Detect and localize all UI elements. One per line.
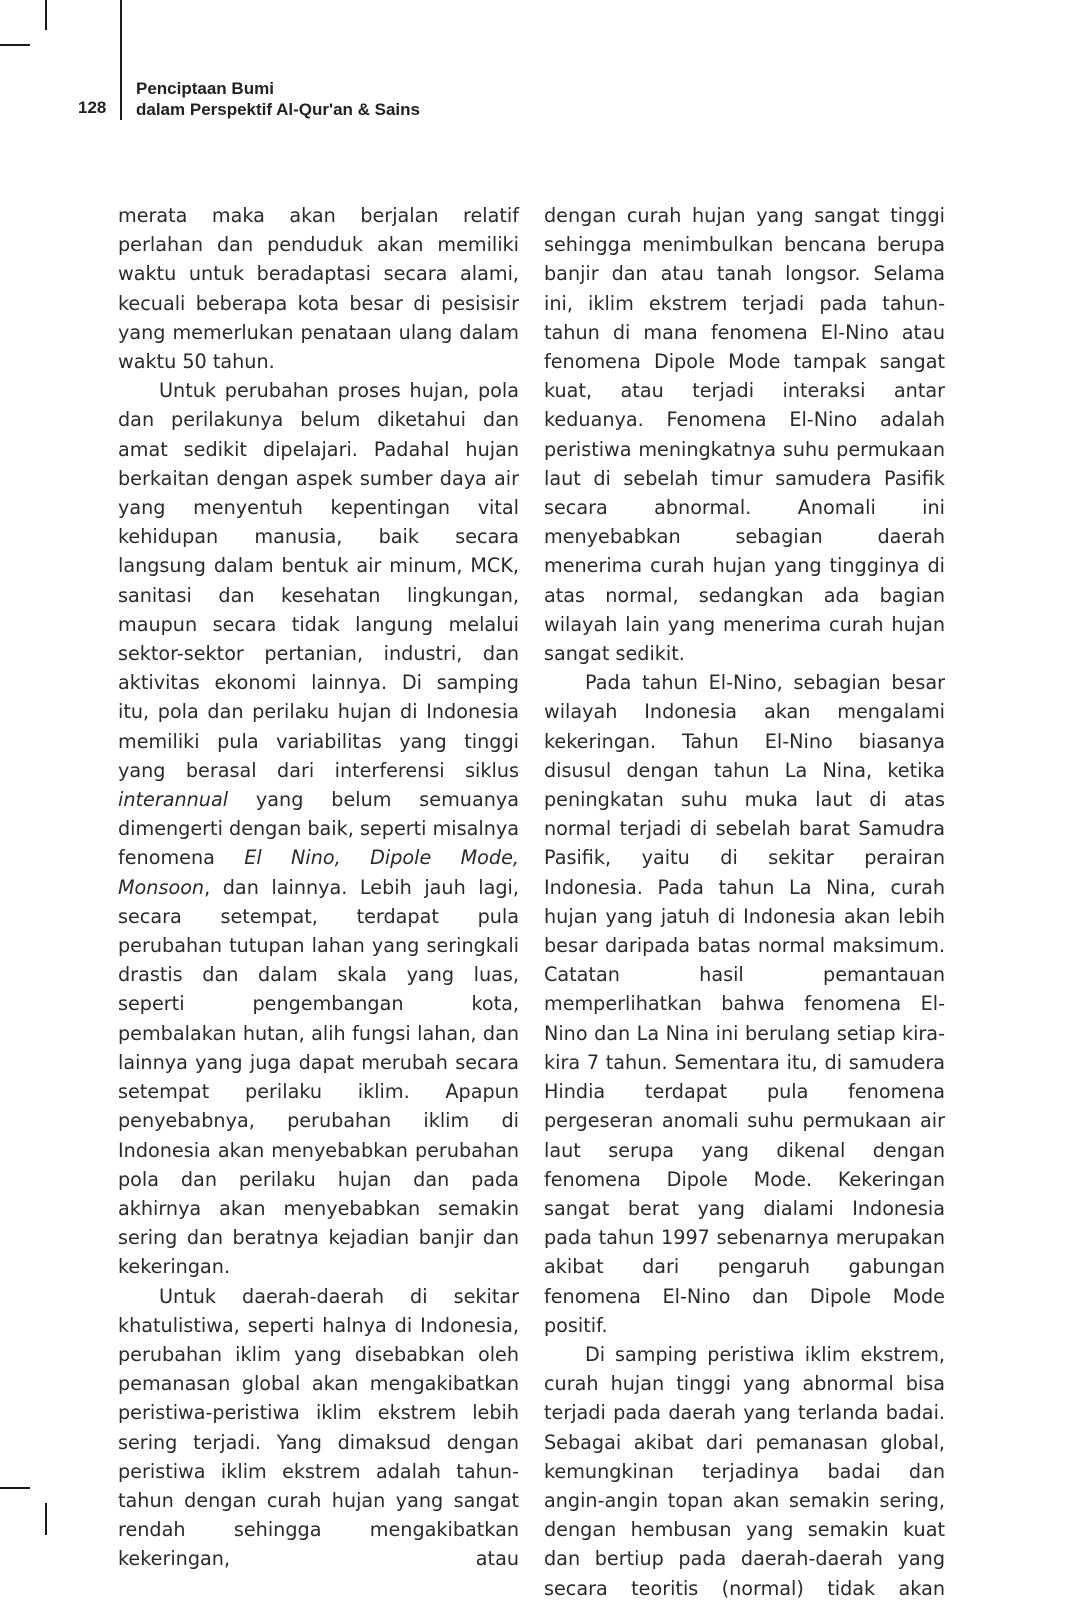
right-paragraph-3: Di samping peristiwa iklim ekstrem, curah hujan tinggi yang abnormal bisa terjadi pada daerah yang terlanda badai. Sebagai akibat dari pemanasan global, kemungkinan terjadinya badai dan angin-angin topan akan semakin sering, dengan hembusan yang semakin kuat dan bertiup pada daerah-daerah yang secara teoritis (normal) tidak akan <box>544 1342 945 1600</box>
left-paragraph-2-part-a: Untuk perubahan proses hujan, pola dan perilakunya belum diketahui dan amat sedikit dipelajari. Padahal hujan berkaitan dengan aspek sumber daya air yang menyentuh kepentingan vital kehidupan manusia, baik secara langsung dalam bentuk air minum, MCK, sanitasi dan kesehatan lingkungan, maupun secara tidak langung melalui sektor-sektor pertanian, industri, dan aktivitas ekonomi lainnya. Di samping itu, pola dan perilaku hujan di Indonesia memiliki pula variabilitas yang tinggi yang berasal dari interferensi siklus <box>118 379 519 782</box>
running-title-line-2: dalam Perspektif Al-Qur'an & Sains <box>136 100 420 119</box>
running-title-line-1: Penciptaan Bumi <box>136 79 274 98</box>
right-paragraph-1: dengan curah hujan yang sangat tinggi sehingga menimbulkan bencana berupa banjir dan atau tanah longsor. Selama ini, iklim ekstrem terjadi pada tahun-tahun di mana fenomena El-Nino atau fenomena Dipole Mode tampak sangat kuat, atau terjadi interaksi antar keduanya. Fenomena El-Nino adalah peristiwa meningkatnya suhu permukaan laut di sebelah timur samudera Pasifik secara abnormal. Anomali ini menyebabkan sebagian daerah menerima curah hujan yang tingginya di atas normal, sedangkan ada bagian wilayah lain yang menerima curah hujan sangat sedikit. <box>544 204 945 666</box>
left-paragraph-2 <box>118 376 519 1281</box>
left-paragraph-2-part-c: yang belum semuanya dimengerti dengan baik, seperti misalnya fenomena <box>118 788 519 870</box>
crop-mark-bottom-vertical <box>45 1503 47 1535</box>
right-paragraph-2: Pada tahun El-Nino, sebagian besar wilayah Indonesia akan mengalami kekeringan. Tahun El-Nino biasanya disusul dengan tahun La Nina, ketika peningkatan suhu muka laut di atas normal terjadi di sebelah barat Samudra Pasifik, yaitu di sekitar perairan Indonesia. Pada tahun La Nina, curah hujan yang jatuh di Indonesia akan lebih besar daripada batas normal maksimum. Catatan hasil pemantauan memperlihatkan bahwa fenomena El-Nino dan La Nina ini berulang setiap kira-kira 7 tahun. Sementara itu, di samudera Hindia terdapat pula fenomena pergeseran anomali suhu permukaan air laut serupa yang dikenal dengan fenomena Dipole Mode. Kekeringan sangat berat yang dialami Indonesia pada tahun 1997 sebenarnya merupakan akibat dari pengaruh gabungan fenomena El-Nino dan Dipole Mode positif. <box>544 671 945 1337</box>
page-number: 128 <box>78 98 107 117</box>
right-text-column <box>544 201 945 1603</box>
left-paragraph-2-italic-phenomena: El Nino, Dipole Mode, Monsoon <box>118 846 519 899</box>
header-divider <box>120 0 122 120</box>
running-title <box>136 78 420 120</box>
crop-mark-top-vertical <box>45 0 47 30</box>
crop-mark-bottom-horizontal <box>0 1487 30 1489</box>
left-paragraph-2-italic-interannual: interannual <box>118 788 229 812</box>
crop-mark-top-horizontal <box>0 44 30 46</box>
left-paragraph-2-part-e: , dan lainnya. Lebih jauh lagi, secara setempat, terdapat pula perubahan tutupan lahan yang seringkali drastis dan dalam skala yang luas, seperti pengembangan kota, pembalakan hutan, alih fungsi lahan, dan lainnya yang juga dapat merubah secara setempat perilaku iklim. Apapun penyebabnya, perubahan iklim di Indonesia akan menyebabkan perubahan pola dan perilaku hujan dan pada akhirnya akan menyebabkan semakin sering dan beratnya kejadian banjir dan kekeringan. <box>118 875 519 1279</box>
left-paragraph-3: Untuk daerah-daerah di sekitar khatulistiwa, seperti halnya di Indonesia, perubahan iklim yang disebabkan oleh pemanasan global akan mengakibatkan peristiwa-peristiwa iklim ekstrem lebih sering terjadi. Yang dimaksud dengan peristiwa iklim ekstrem adalah tahun-tahun dengan curah hujan yang sangat rendah sehingga mengakibatkan kekeringan, atau <box>118 1284 519 1571</box>
left-text-column <box>118 201 519 1574</box>
left-paragraph-1: merata maka akan berjalan relatif perlahan dan penduduk akan memiliki waktu untuk beradaptasi secara alami, kecuali beberapa kota besar di pesisisir yang memerlukan penataan ulang dalam waktu 50 tahun. <box>118 204 519 374</box>
